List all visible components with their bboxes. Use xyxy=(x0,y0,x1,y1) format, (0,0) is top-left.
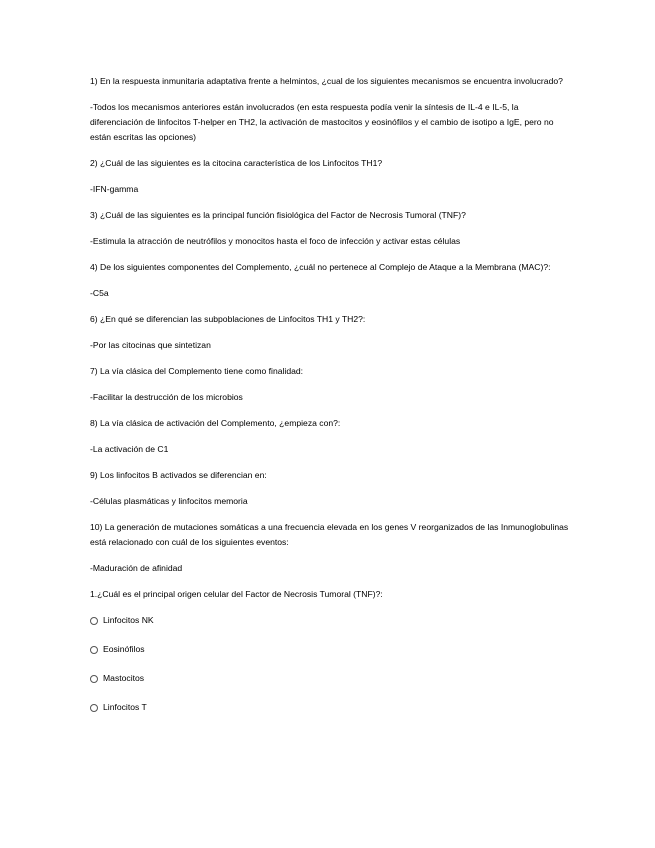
document-page xyxy=(90,74,570,729)
question-10: 10) La generación de mutaciones somáticas a una frecuencia elevada en los genes V reorganizados de las Inmunoglobulinas está relacionado con cuál de los siguientes eventos: xyxy=(90,522,569,547)
option-label: Eosinófilos xyxy=(103,644,145,654)
radio-button[interactable] xyxy=(90,646,98,654)
question-9: 9) Los linfocitos B activados se diferencian en: xyxy=(90,470,267,480)
question-1: 1) En la respuesta inmunitaria adaptativa frente a helmintos, ¿cual de los siguientes mecanismos se encuentra involucrado? xyxy=(90,76,563,86)
question-8: 8) La vía clásica de activación del Complemento, ¿empieza con?: xyxy=(90,418,341,428)
question-3: 3) ¿Cuál de las siguientes es la principal función fisiológica del Factor de Necrosis Tumoral (TNF)? xyxy=(90,210,466,220)
answer-8: -La activación de C1 xyxy=(90,444,169,454)
answer-10: -Maduración de afinidad xyxy=(90,563,183,573)
answer-1: -Todos los mecanismos anteriores están involucrados (en esta respuesta podía venir la síntesis de IL-4 e IL-5, la diferenciación de linfocitos T-helper en TH2, la activación de mastocitos y eosinófilos y el cambio de isotipo a IgE, pero no están escritas las opciones) xyxy=(90,102,554,142)
option-label: Mastocitos xyxy=(103,673,145,683)
question-6: 6) ¿En qué se diferencian las subpoblaciones de Linfocitos TH1 y TH2?: xyxy=(90,314,366,324)
answer-6: -Por las citocinas que sintetizan xyxy=(90,340,211,350)
option-linfocitos-nk[interactable] xyxy=(90,613,570,628)
question-2: 2) ¿Cuál de las siguientes es la citocina característica de los Linfocitos TH1? xyxy=(90,158,383,168)
option-mastocitos[interactable] xyxy=(90,671,570,686)
question-4: 4) De los siguientes componentes del Complemento, ¿cuál no pertenece al Complejo de Ataque a la Membrana (MAC)?: xyxy=(90,262,551,272)
radio-button[interactable] xyxy=(90,704,98,712)
option-label: Linfocitos T xyxy=(103,702,147,712)
radio-button[interactable] xyxy=(90,675,98,683)
radio-button[interactable] xyxy=(90,617,98,625)
question-7: 7) La vía clásica del Complemento tiene como finalidad: xyxy=(90,366,304,376)
option-label: Linfocitos NK xyxy=(103,615,154,625)
answer-3: -Estimula la atracción de neutrófilos y monocitos hasta el foco de infección y activar estas células xyxy=(90,236,461,246)
option-linfocitos-t[interactable] xyxy=(90,700,570,715)
answer-4: -C5a xyxy=(90,288,109,298)
answer-9: -Células plasmáticas y linfocitos memoria xyxy=(90,496,248,506)
option-eosinofilos[interactable] xyxy=(90,642,570,657)
answer-2: -IFN-gamma xyxy=(90,184,139,194)
final-question: 1.¿Cuál es el principal origen celular del Factor de Necrosis Tumoral (TNF)?: xyxy=(90,589,383,599)
answer-7: -Facilitar la destrucción de los microbios xyxy=(90,392,243,402)
